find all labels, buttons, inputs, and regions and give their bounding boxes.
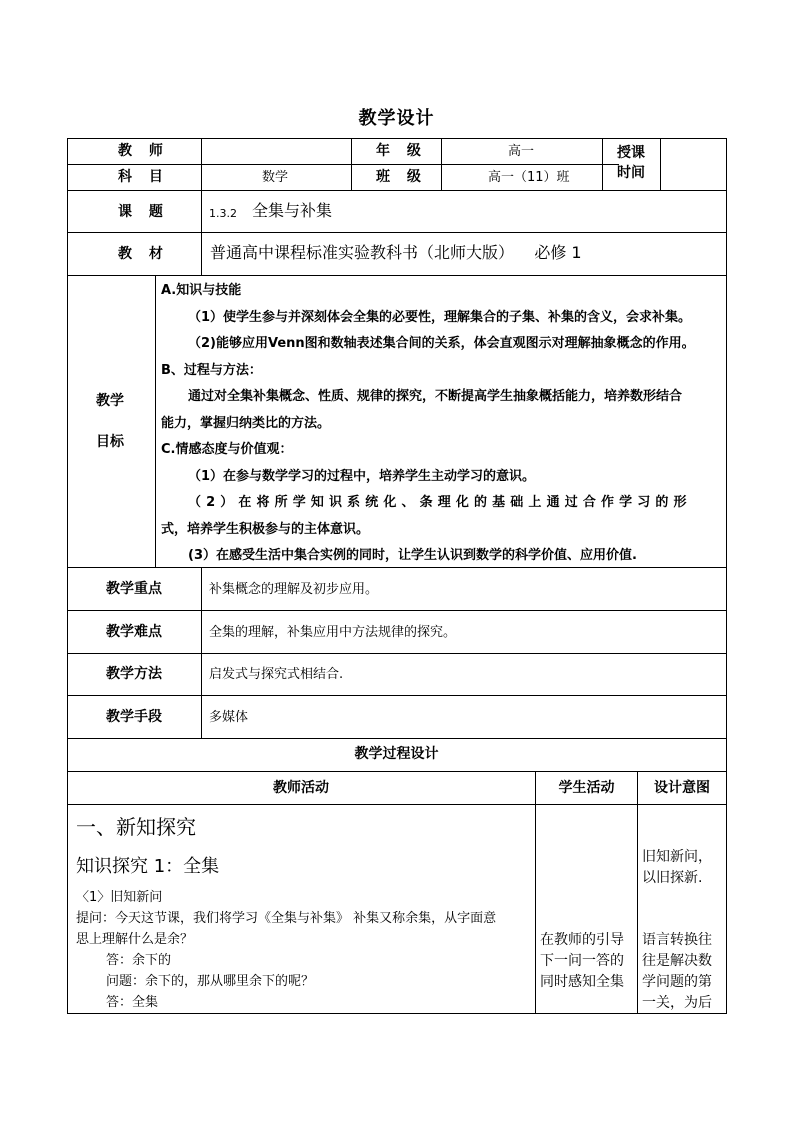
step-old-knowledge: 〈1〉旧知新问 [76,890,163,905]
class-label: 班 级 [376,169,427,185]
knowledge-inquiry-1: 知识探究 1：全集 [76,856,220,877]
objective-c-title: C.情感态度与价值观： [161,442,293,457]
objective-a2: （2)能够应用Venn图和数轴表述集合间的关系，体会直观图示对理解抽象概念的作用。 [188,336,695,351]
objective-b1-line2: 能力，掌握归纳类比的方法。 [161,416,331,431]
objectives-label-line1: 教学 [96,393,124,409]
topic-number: 1.3.2 [209,207,237,220]
student-activity-text: 在教师的引导下一问一答的同时感知全集 [540,932,624,990]
textbook-label: 教 材 [118,246,169,262]
difficulties-label: 教学难点 [106,624,162,640]
key-points-label: 教学重点 [106,581,162,597]
subject-value: 数学 [262,170,289,185]
intent-text-1: 旧知新问，以旧探新. [642,849,712,886]
question-2: 问题：余下的，那从哪里余下的呢？ [106,974,315,989]
objective-a-title: A.知识与技能 [161,283,242,298]
grade-value: 高一 [508,144,535,159]
methods-label: 教学方法 [106,666,162,682]
objective-c3: (3）在感受生活中集合实例的同时，让学生认识到数学的科学价值、应用价值. [188,548,637,563]
objective-b1-line1: 通过对全集补集概念、性质、规律的探究，不断提高学生抽象概括能力，培养数形结合 [188,389,683,404]
class-value: 高一（11）班 [488,170,570,185]
textbook-value: 普通高中课程标准实验教科书（北师大版） 必修 1 [210,243,582,262]
process-title: 教学过程设计 [354,746,439,762]
objectives-label-line2: 目标 [96,434,124,450]
col-design-intent: 设计意图 [654,780,710,796]
section-new-knowledge: 一、新知探究 [76,815,196,839]
teacher-label: 教 师 [118,143,169,159]
answer-1: 答：余下的 [106,953,172,968]
objective-a1: （1）使学生参与并深刻体会全集的必要性，理解集合的子集、补集的含义，会求补集。 [188,310,692,325]
topic-value: 全集与补集 [252,201,333,220]
methods-value: 启发式与探究式相结合. [209,667,344,682]
question-1-line2: 思上理解什么是余？ [76,932,194,947]
objective-c2-line2: 式，培养学生积极参与的主体意识。 [161,522,370,537]
objective-b-title: B、过程与方法： [161,363,262,378]
key-points-value: 补集概念的理解及初步应用。 [209,582,379,597]
col-student-activity: 学生活动 [558,780,615,796]
means-value: 多媒体 [209,710,249,725]
means-label: 教学手段 [106,709,162,725]
objective-c1: （1）在参与数学学习的过程中，培养学生主动学习的意识。 [188,469,536,484]
answer-2: 答：全集 [106,995,159,1010]
topic-label: 课 题 [118,204,169,220]
question-1-line1: 提问：今天这节课，我们将学习《全集与补集》 补集又称余集，从字面意 [76,911,497,926]
page-title: 教学设计 [358,108,435,129]
subject-label: 科 目 [118,169,169,185]
time-label-line1: 授课 [617,145,645,161]
time-label-line2: 时间 [617,165,645,181]
grade-label: 年 级 [376,143,427,159]
intent-text-2: 语言转换往往是解决数学问题的第一关，为后 [642,932,712,1011]
col-teacher-activity: 教师活动 [273,780,329,796]
objective-c2-line1: （ 2 ） 在 将 所 学 知 识 系 统 化 、 条 理 化 的 基 础 上 通 过 合 作 学 习 的 形 [188,495,687,510]
difficulties-value: 全集的理解，补集应用中方法规律的探究。 [209,625,457,640]
